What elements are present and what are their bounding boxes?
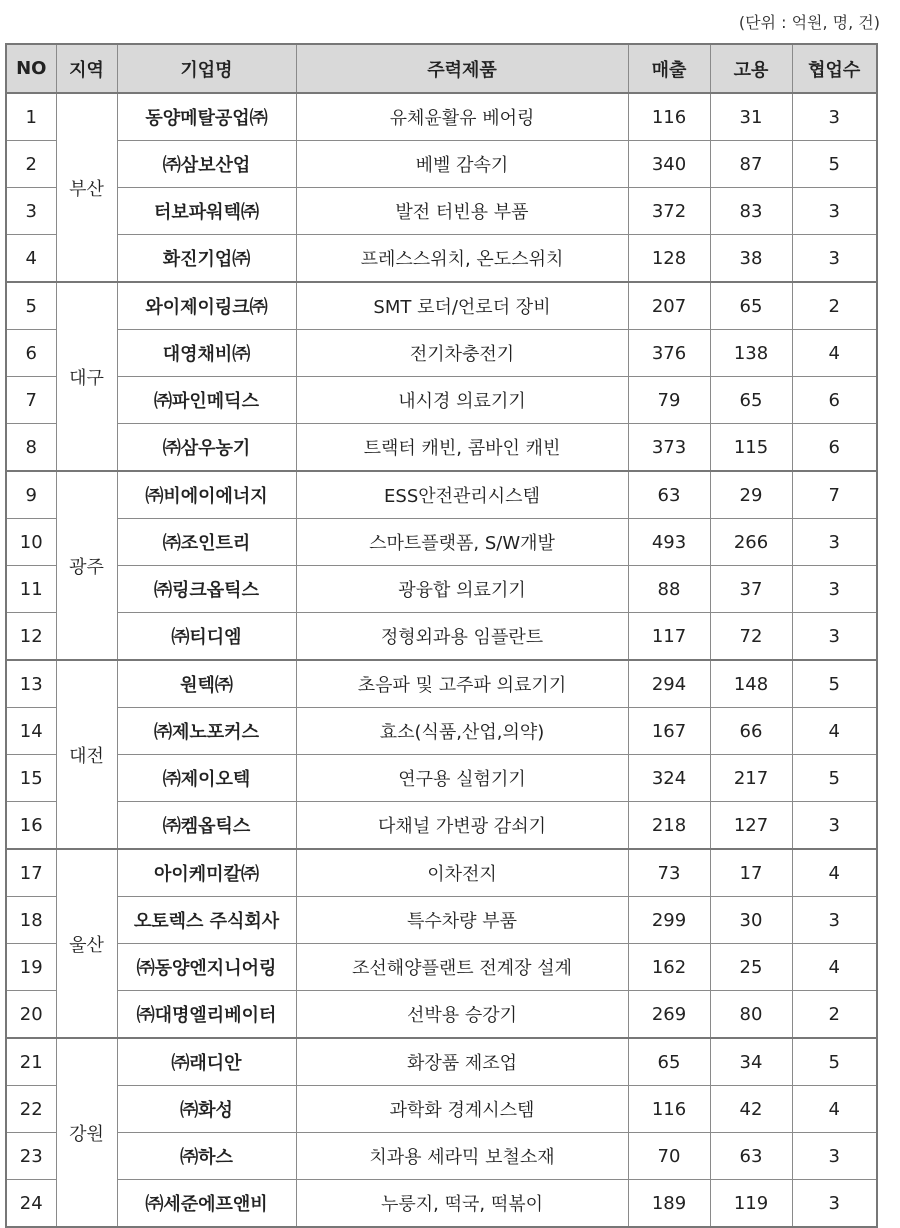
cell-product: 정형외과용 임플란트 bbox=[296, 613, 628, 661]
cell-sales: 73 bbox=[628, 849, 710, 897]
cell-sales: 162 bbox=[628, 944, 710, 991]
table-row bbox=[6, 188, 877, 235]
cell-employees: 115 bbox=[710, 424, 792, 472]
cell-no: 2 bbox=[6, 141, 56, 188]
cell-collab: 5 bbox=[792, 141, 877, 188]
cell-no: 16 bbox=[6, 802, 56, 850]
cell-no: 5 bbox=[6, 282, 56, 330]
cell-employees: 31 bbox=[710, 93, 792, 141]
table-row bbox=[6, 613, 877, 661]
cell-employees: 25 bbox=[710, 944, 792, 991]
cell-no: 3 bbox=[6, 188, 56, 235]
cell-employees: 42 bbox=[710, 1086, 792, 1133]
cell-company: ㈜링크옵틱스 bbox=[117, 566, 296, 613]
cell-company: ㈜티디엠 bbox=[117, 613, 296, 661]
cell-product: 발전 터빈용 부품 bbox=[296, 188, 628, 235]
cell-no: 10 bbox=[6, 519, 56, 566]
cell-region: 부산 bbox=[56, 93, 117, 282]
cell-product: 화장품 제조업 bbox=[296, 1038, 628, 1086]
cell-employees: 29 bbox=[710, 471, 792, 519]
cell-product: 베벨 감속기 bbox=[296, 141, 628, 188]
cell-employees: 80 bbox=[710, 991, 792, 1039]
table-row bbox=[6, 424, 877, 472]
cell-product: 트랙터 캐빈, 콤바인 캐빈 bbox=[296, 424, 628, 472]
cell-collab: 3 bbox=[792, 566, 877, 613]
cell-employees: 266 bbox=[710, 519, 792, 566]
cell-product: 프레스스위치, 온도스위치 bbox=[296, 235, 628, 283]
cell-sales: 65 bbox=[628, 1038, 710, 1086]
cell-collab: 4 bbox=[792, 1086, 877, 1133]
cell-employees: 72 bbox=[710, 613, 792, 661]
cell-sales: 324 bbox=[628, 755, 710, 802]
cell-region: 대구 bbox=[56, 282, 117, 471]
table-body bbox=[6, 93, 877, 1227]
cell-employees: 119 bbox=[710, 1180, 792, 1228]
cell-no: 11 bbox=[6, 566, 56, 613]
cell-company: ㈜하스 bbox=[117, 1133, 296, 1180]
table-row bbox=[6, 1133, 877, 1180]
table-row bbox=[6, 802, 877, 850]
cell-collab: 3 bbox=[792, 519, 877, 566]
cell-no: 17 bbox=[6, 849, 56, 897]
cell-region: 강원 bbox=[56, 1038, 117, 1227]
cell-company: ㈜동양엔지니어링 bbox=[117, 944, 296, 991]
cell-sales: 63 bbox=[628, 471, 710, 519]
header-employees: 고용 bbox=[710, 44, 792, 93]
cell-company: ㈜삼보산업 bbox=[117, 141, 296, 188]
cell-collab: 5 bbox=[792, 1038, 877, 1086]
cell-no: 22 bbox=[6, 1086, 56, 1133]
table-row bbox=[6, 330, 877, 377]
table-row bbox=[6, 849, 877, 897]
cell-company: 아이케미칼㈜ bbox=[117, 849, 296, 897]
cell-product: 특수차량 부품 bbox=[296, 897, 628, 944]
table-row bbox=[6, 235, 877, 283]
cell-collab: 6 bbox=[792, 424, 877, 472]
cell-no: 23 bbox=[6, 1133, 56, 1180]
table-row bbox=[6, 897, 877, 944]
table-row bbox=[6, 991, 877, 1039]
cell-company: ㈜제이오텍 bbox=[117, 755, 296, 802]
cell-collab: 3 bbox=[792, 802, 877, 850]
cell-collab: 7 bbox=[792, 471, 877, 519]
cell-sales: 79 bbox=[628, 377, 710, 424]
cell-collab: 3 bbox=[792, 188, 877, 235]
cell-product: 조선해양플랜트 전계장 설계 bbox=[296, 944, 628, 991]
cell-collab: 3 bbox=[792, 613, 877, 661]
cell-employees: 87 bbox=[710, 141, 792, 188]
cell-product: 다채널 가변광 감쇠기 bbox=[296, 802, 628, 850]
table-row bbox=[6, 1086, 877, 1133]
table-row bbox=[6, 755, 877, 802]
cell-company: ㈜파인메딕스 bbox=[117, 377, 296, 424]
cell-no: 21 bbox=[6, 1038, 56, 1086]
cell-employees: 34 bbox=[710, 1038, 792, 1086]
cell-no: 24 bbox=[6, 1180, 56, 1228]
cell-employees: 65 bbox=[710, 282, 792, 330]
cell-product: 선박용 승강기 bbox=[296, 991, 628, 1039]
cell-collab: 5 bbox=[792, 755, 877, 802]
table-row bbox=[6, 471, 877, 519]
cell-sales: 167 bbox=[628, 708, 710, 755]
table-row bbox=[6, 377, 877, 424]
cell-employees: 127 bbox=[710, 802, 792, 850]
cell-product: 치과용 세라믹 보철소재 bbox=[296, 1133, 628, 1180]
cell-sales: 116 bbox=[628, 93, 710, 141]
cell-product: 전기차충전기 bbox=[296, 330, 628, 377]
cell-collab: 3 bbox=[792, 1180, 877, 1228]
cell-employees: 63 bbox=[710, 1133, 792, 1180]
cell-company: 화진기업㈜ bbox=[117, 235, 296, 283]
table-row bbox=[6, 1038, 877, 1086]
table-row bbox=[6, 1180, 877, 1228]
cell-collab: 6 bbox=[792, 377, 877, 424]
table-row bbox=[6, 660, 877, 708]
cell-company: 와이제이링크㈜ bbox=[117, 282, 296, 330]
cell-sales: 269 bbox=[628, 991, 710, 1039]
company-table bbox=[5, 43, 878, 1228]
cell-sales: 376 bbox=[628, 330, 710, 377]
cell-product: 스마트플랫폼, S/W개발 bbox=[296, 519, 628, 566]
cell-collab: 3 bbox=[792, 1133, 877, 1180]
table-row bbox=[6, 519, 877, 566]
cell-no: 4 bbox=[6, 235, 56, 283]
cell-no: 8 bbox=[6, 424, 56, 472]
cell-company: ㈜조인트리 bbox=[117, 519, 296, 566]
cell-no: 18 bbox=[6, 897, 56, 944]
header-sales: 매출 bbox=[628, 44, 710, 93]
cell-no: 13 bbox=[6, 660, 56, 708]
header-row bbox=[6, 44, 877, 93]
cell-sales: 207 bbox=[628, 282, 710, 330]
cell-company: 원텍㈜ bbox=[117, 660, 296, 708]
cell-collab: 3 bbox=[792, 897, 877, 944]
cell-product: ESS안전관리시스템 bbox=[296, 471, 628, 519]
cell-collab: 2 bbox=[792, 282, 877, 330]
cell-collab: 5 bbox=[792, 660, 877, 708]
cell-product: 누룽지, 떡국, 떡볶이 bbox=[296, 1180, 628, 1228]
cell-company: 오토렉스 주식회사 bbox=[117, 897, 296, 944]
cell-collab: 2 bbox=[792, 991, 877, 1039]
cell-sales: 117 bbox=[628, 613, 710, 661]
cell-company: ㈜세준에프앤비 bbox=[117, 1180, 296, 1228]
cell-sales: 493 bbox=[628, 519, 710, 566]
cell-collab: 4 bbox=[792, 330, 877, 377]
header-company: 기업명 bbox=[117, 44, 296, 93]
cell-product: 초음파 및 고주파 의료기기 bbox=[296, 660, 628, 708]
cell-collab: 4 bbox=[792, 708, 877, 755]
cell-company: ㈜제노포커스 bbox=[117, 708, 296, 755]
header-region: 지역 bbox=[56, 44, 117, 93]
cell-sales: 189 bbox=[628, 1180, 710, 1228]
cell-employees: 38 bbox=[710, 235, 792, 283]
cell-company: 대영채비㈜ bbox=[117, 330, 296, 377]
cell-no: 12 bbox=[6, 613, 56, 661]
table-row bbox=[6, 282, 877, 330]
cell-company: ㈜삼우농기 bbox=[117, 424, 296, 472]
cell-product: 연구용 실험기기 bbox=[296, 755, 628, 802]
cell-company: ㈜래디안 bbox=[117, 1038, 296, 1086]
cell-product: 유체윤활유 베어링 bbox=[296, 93, 628, 141]
cell-company: 터보파워텍㈜ bbox=[117, 188, 296, 235]
table-row bbox=[6, 93, 877, 141]
cell-sales: 299 bbox=[628, 897, 710, 944]
cell-no: 1 bbox=[6, 93, 56, 141]
cell-employees: 217 bbox=[710, 755, 792, 802]
cell-collab: 3 bbox=[792, 235, 877, 283]
cell-company: ㈜화성 bbox=[117, 1086, 296, 1133]
cell-region: 광주 bbox=[56, 471, 117, 660]
cell-product: 광융합 의료기기 bbox=[296, 566, 628, 613]
cell-no: 20 bbox=[6, 991, 56, 1039]
cell-employees: 66 bbox=[710, 708, 792, 755]
cell-employees: 138 bbox=[710, 330, 792, 377]
cell-product: 이차전지 bbox=[296, 849, 628, 897]
cell-employees: 37 bbox=[710, 566, 792, 613]
cell-company: 동양메탈공업㈜ bbox=[117, 93, 296, 141]
cell-product: 과학화 경계시스템 bbox=[296, 1086, 628, 1133]
cell-company: ㈜켐옵틱스 bbox=[117, 802, 296, 850]
cell-company: ㈜비에이에너지 bbox=[117, 471, 296, 519]
cell-sales: 116 bbox=[628, 1086, 710, 1133]
cell-no: 19 bbox=[6, 944, 56, 991]
cell-no: 6 bbox=[6, 330, 56, 377]
cell-sales: 340 bbox=[628, 141, 710, 188]
cell-sales: 128 bbox=[628, 235, 710, 283]
cell-sales: 294 bbox=[628, 660, 710, 708]
cell-company: ㈜대명엘리베이터 bbox=[117, 991, 296, 1039]
header-no: NO bbox=[6, 44, 56, 93]
cell-collab: 4 bbox=[792, 849, 877, 897]
cell-employees: 17 bbox=[710, 849, 792, 897]
cell-employees: 148 bbox=[710, 660, 792, 708]
header-product: 주력제품 bbox=[296, 44, 628, 93]
cell-no: 9 bbox=[6, 471, 56, 519]
cell-employees: 30 bbox=[710, 897, 792, 944]
cell-product: 내시경 의료기기 bbox=[296, 377, 628, 424]
cell-product: SMT 로더/언로더 장비 bbox=[296, 282, 628, 330]
cell-no: 15 bbox=[6, 755, 56, 802]
cell-employees: 83 bbox=[710, 188, 792, 235]
header-collab: 협업수 bbox=[792, 44, 877, 93]
cell-no: 14 bbox=[6, 708, 56, 755]
cell-sales: 88 bbox=[628, 566, 710, 613]
table-row bbox=[6, 944, 877, 991]
unit-note: (단위 : 억원, 명, 건) bbox=[738, 13, 880, 32]
cell-sales: 70 bbox=[628, 1133, 710, 1180]
cell-sales: 373 bbox=[628, 424, 710, 472]
cell-product: 효소(식품,산업,의약) bbox=[296, 708, 628, 755]
cell-collab: 3 bbox=[792, 93, 877, 141]
cell-region: 대전 bbox=[56, 660, 117, 849]
cell-collab: 4 bbox=[792, 944, 877, 991]
cell-sales: 372 bbox=[628, 188, 710, 235]
table-row bbox=[6, 708, 877, 755]
cell-no: 7 bbox=[6, 377, 56, 424]
cell-region: 울산 bbox=[56, 849, 117, 1038]
table-row bbox=[6, 566, 877, 613]
cell-sales: 218 bbox=[628, 802, 710, 850]
table-row bbox=[6, 141, 877, 188]
cell-employees: 65 bbox=[710, 377, 792, 424]
